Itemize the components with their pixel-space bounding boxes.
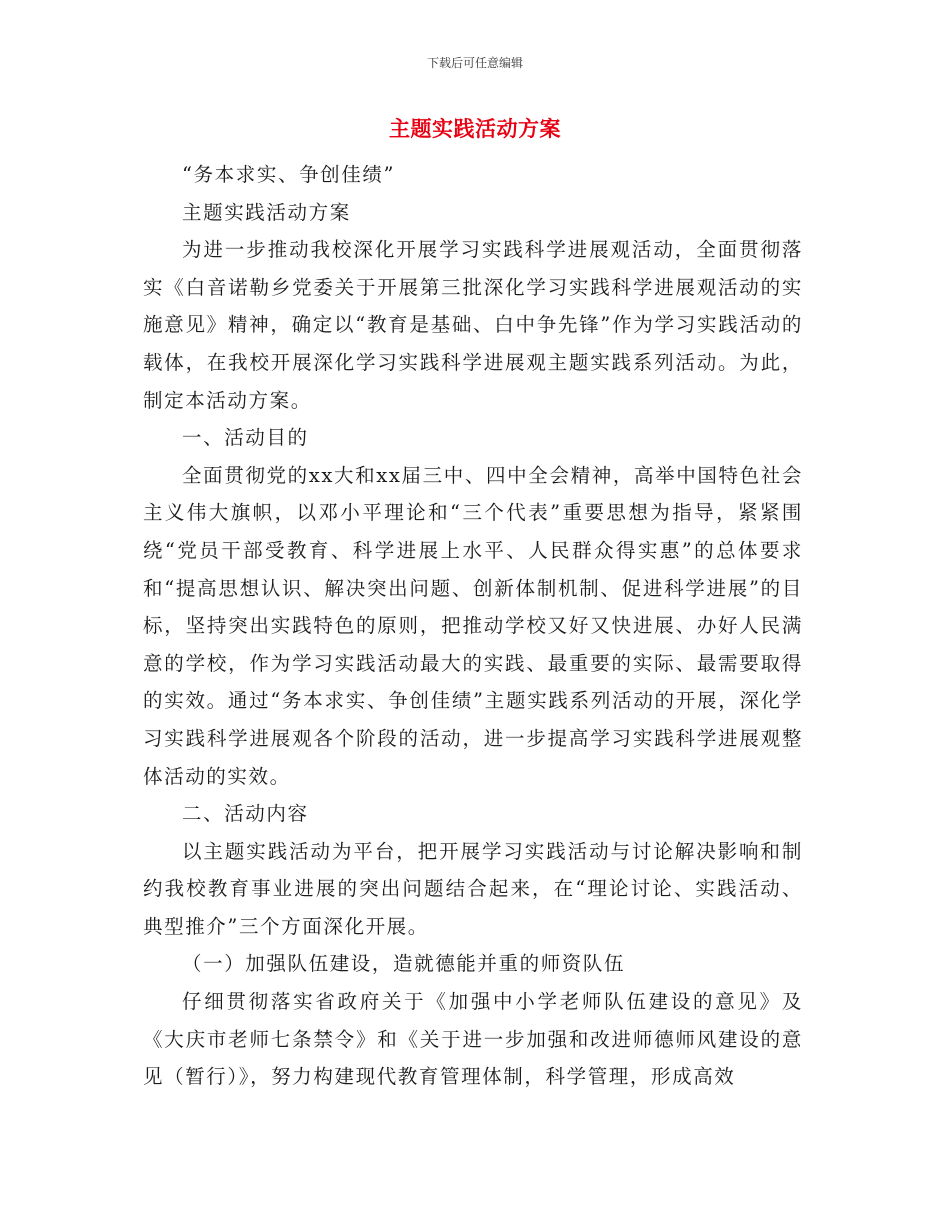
- content-paragraph: 以主题实践活动为平台，把开展学习实践活动与讨论解决影响和制约我校教育事业进展的突出问题结合起来，在“理论讨论、实践活动、典型推介”三个方面深化开展。: [143, 839, 803, 938]
- team-paragraph: 仔细贯彻落实省政府关于《加强中小学老师队伍建设的意见》及《大庆市老师七条禁令》和《关于进一步加强和改进师德师风建设的意见（暂行）》，努力构建现代教育管理体制，科学管理，形成高效: [143, 990, 803, 1089]
- subsection-heading-team: （一）加强队伍建设，造就德能并重的师资队伍: [182, 952, 626, 976]
- document-title: 主题实践活动方案: [389, 117, 561, 141]
- purpose-paragraph: 全面贯彻党的xx大和xx届三中、四中全会精神，高举中国特色社会主义伟大旗帜，以邓小平理论和“三个代表”重要思想为指导，紧紧围绕“党员干部受教育、科学进展上水平、人民群众得实惠”的总体要求和“提高思想认识、解决突出问题、创新体制机制、促进科学进展”的目标，坚持突出实践特色的原则，把推动学校又好又快进展、办好人民满意的学校，作为学习实践活动最大的实践、最重要的实际、最需要取得的实效。通过“务本求实、争创佳绩”主题实践系列活动的开展，深化学习实践科学进展观各个阶段的活动，进一步提高学习实践科学进展观整体活动的实效。: [143, 463, 803, 788]
- page-header-note: 下载后可任意编辑: [426, 56, 523, 70]
- slogan-line: “务本求实、争创佳绩”: [182, 163, 396, 186]
- section-heading-purpose: 一、活动目的: [182, 426, 309, 450]
- subtitle-line: 主题实践活动方案: [182, 200, 351, 224]
- document-body: [143, 156, 803, 1096]
- intro-paragraph: 为进一步推动我校深化开展学习实践科学进展观活动，全面贯彻落实《白音诺勒乡党委关于开展第三批深化学习实践科学进展观活动的实施意见》精神，确定以“教育是基础、白中争先锋”作为学习实践活动的载体，在我校开展深化学习实践科学进展观主题实践系列活动。为此，制定本活动方案。: [143, 238, 803, 412]
- section-heading-content: 二、活动内容: [182, 802, 309, 826]
